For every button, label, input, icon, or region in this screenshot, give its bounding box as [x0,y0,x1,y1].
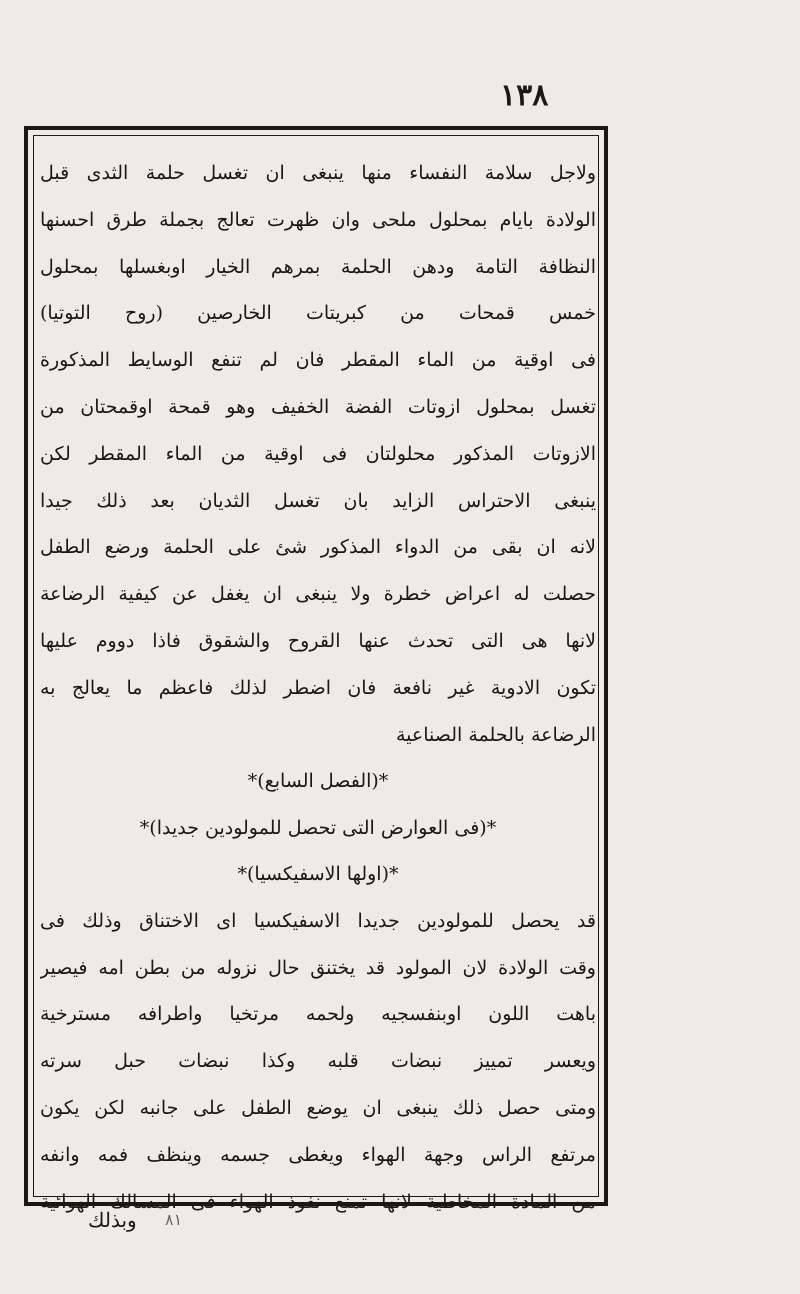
catchword: وبذلك [88,1208,137,1232]
text-line: الرضاعة بالحلمة الصناعية [396,723,596,746]
text-line: ومتى حصل ذلك ينبغى ان يوضع الطفل على جانبه لكن يكون [40,1097,596,1120]
page-number: ١٣٨ [500,78,549,113]
text-line: خمس قمحات من كبريتات الخارصين (روح التوتيا) [40,302,596,325]
text-line: لانها هى التى تحدث عنها القروح والشقوق فاذا دووم عليها [40,629,596,652]
text-line: ويعسر تمييز نبضات قلبه وكذا نبضات حبل سرته [40,1050,596,1073]
text-line: لانه ان بقى من الدواء المذكور شئ على الحلمة ورضع الطفل [40,536,596,559]
signature-mark: ٨١ [165,1210,183,1229]
text-line: النظافة التامة ودهن الحلمة بمرهم الخيار اوبغسلها بمحلول [40,255,596,278]
section-subheading: *(اولها الاسفيكسيا)* [237,863,399,886]
text-line: ولاجل سلامة النفساء منها ينبغى ان تغسل حلمة الثدى قبل [40,162,596,184]
section-heading: *(الفصل السابع)* [247,770,389,793]
text-line: الولادة بايام بمحلول ملحى وان ظهرت تعالج بجملة طرق احسنها [40,208,596,231]
section-subheading: *(فى العوارض التى تحصل للمولودين جديدا)* [139,816,497,839]
text-line: تكون الادوية غير نافعة فان اضطر لذلك فاعظم ما يعالج به [40,676,596,699]
text-line: وقت الولادة لان المولود قد يختنق حال نزوله من بطن امه فيصير [40,956,596,979]
body-text [40,150,596,1225]
text-line: باهت اللون اوبنفسجيه ولحمه مرتخيا واطرافه مسترخية [40,1003,596,1026]
text-line: مرتفع الراس وجهة الهواء ويغطى جسمه وينظف فمه وانفه [40,1143,596,1166]
text-line: الازوتات المذكور محلولتان فى اوقية من الماء المقطر لكن [40,442,596,465]
text-line: فى اوقية من الماء المقطر فان لم تنفع الوسايط المذكورة [40,349,596,372]
text-line: ينبغى الاحتراس الزايد بان تغسل الثديان بعد ذلك جيدا [40,489,596,512]
text-line: حصلت له اعراض خطرة ولا ينبغى ان يغفل عن كيفية الرضاعة [40,583,596,606]
text-line: من المادة المخاطية لانها تمنع نفوذ الهواء فى المسالك الهوائية [40,1190,596,1213]
text-line: قد يحصل للمولودين جديدا الاسفيكسيا اى الاختناق وذلك فى [40,909,596,932]
text-line: تغسل بمحلول ازوتات الفضة الخفيف وهو قمحة اوقمحتان من [40,395,596,418]
